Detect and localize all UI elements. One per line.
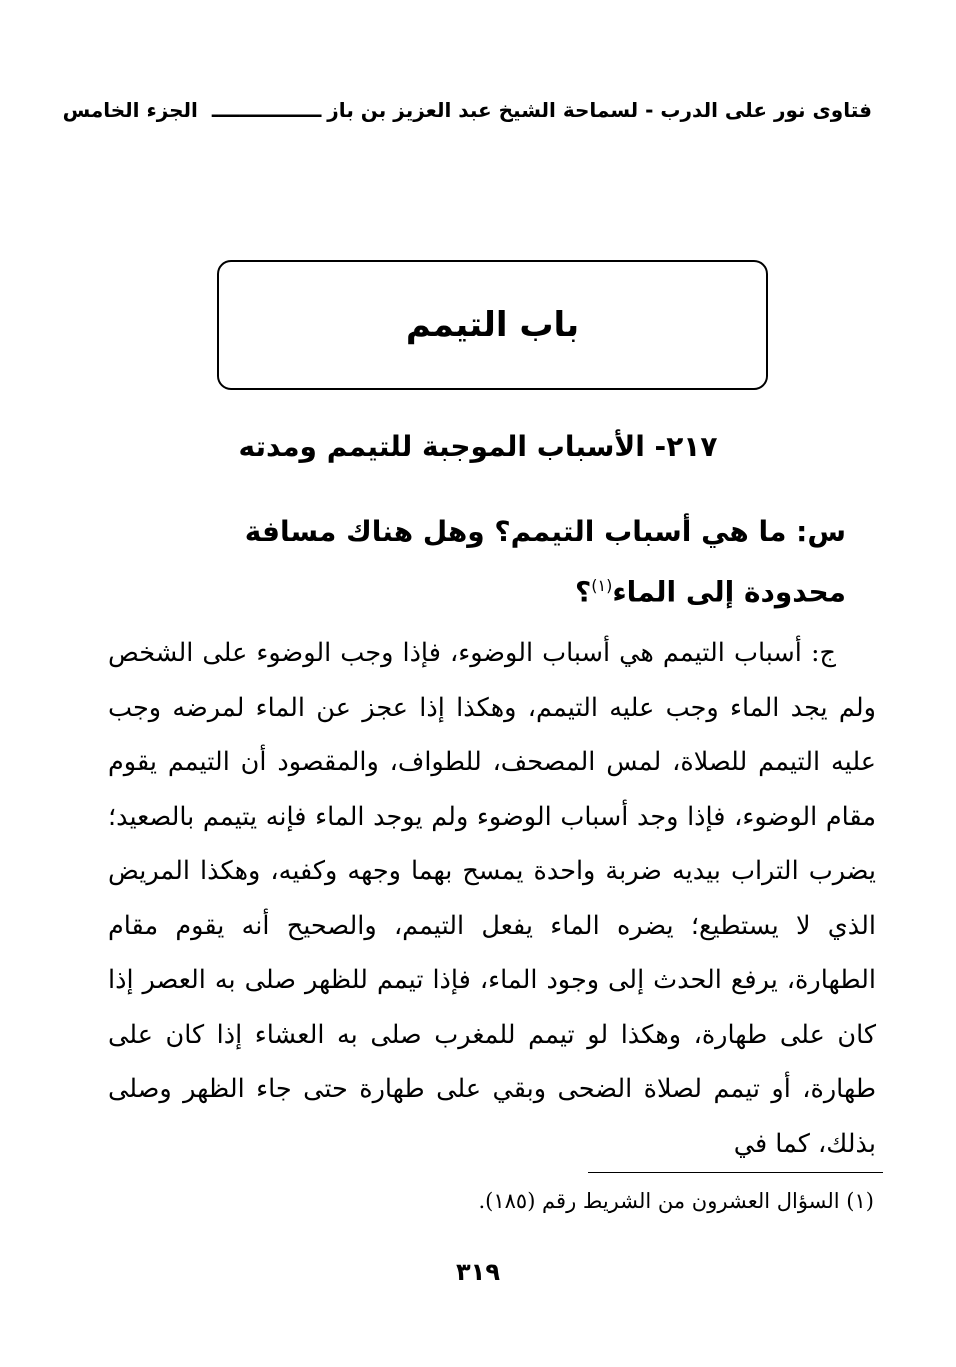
running-header	[62, 92, 872, 128]
footnote-divider	[588, 1172, 883, 1173]
question-end: ؟	[575, 575, 592, 609]
question-text	[140, 505, 846, 619]
question-body: س: ما هي أسباب التيمم؟ وهل هناك مسافة محدودة إلى الماء	[244, 515, 846, 609]
header-separator: ــــــــــــــــ	[211, 98, 322, 122]
footnote-text: (١) السؤال العشرون من الشريط رقم (١٨٥).	[478, 1189, 874, 1213]
volume-label: الجزء الخامس	[62, 98, 198, 122]
page-number: ٣١٩	[456, 1258, 500, 1286]
footnote-marker: (١)	[591, 576, 613, 595]
chapter-title-box	[217, 260, 768, 390]
book-title: فتاوى نور على الدرب - لسماحة الشيخ عبد العزيز بن باز	[327, 98, 872, 122]
chapter-title: باب التيمم	[405, 305, 580, 345]
section-title: ٢١٧- الأسباب الموجبة للتيمم ومدته	[238, 430, 718, 463]
answer-block	[108, 626, 876, 1171]
answer-text: ج: أسباب التيمم هي أسباب الوضوء، فإذا وجب الوضوء على الشخص ولم يجد الماء وجب عليه التيمم، وهكذا إذا عجز عن الماء لمرضه وجب عليه التيمم للصلاة، لمس المصحف، للطواف، والمقصود أن التيمم يقوم مقام الوضوء، فإذا وجد أسباب الوضوء ولم يوجد الماء فإنه يتيمم بالصعيد؛ يضرب التراب بيديه ضربة واحدة يمسح بهما وجهه وكفيه، وهكذا المريض الذي لا يستطيع؛ يضره الماء يفعل التيمم، والصحيح أنه يقوم مقام الطهارة، يرفع الحدث إلى وجود الماء، فإذا تيمم للظهر صلى به العصر إذا كان على طهارة، وهكذا لو تيمم للمغرب صلى به العشاء إذا كان على طهارة، أو تيمم لصلاة الضحى وبقي على طهارة حتى جاء الظهر وصلى بذلك، كما في	[108, 638, 876, 1159]
